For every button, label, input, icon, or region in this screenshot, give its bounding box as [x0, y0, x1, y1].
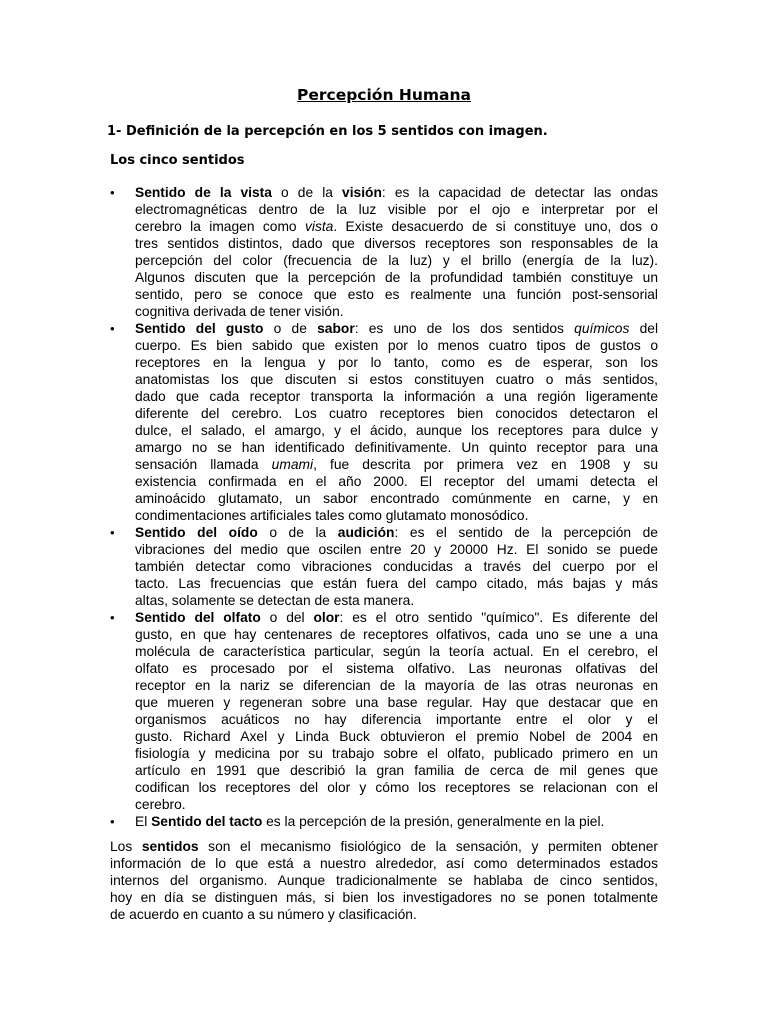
text-line: aminoácido glutamato, un sabor encontrado comúnmente en carne, y en — [135, 491, 658, 506]
text-span: es la percepción de la presión, generalmente en la piel. — [262, 814, 605, 829]
list-item-gusto — [110, 320, 658, 524]
text-line: artículo en 1991 que describió la gran familia de cerca de mil genes que — [135, 763, 658, 778]
text-line: altas, solamente se detectan de esta manera. — [135, 593, 415, 608]
text-line: gusto. Richard Axel y Linda Buck obtuvieron el premio Nobel de 2004 en — [135, 729, 658, 744]
bullet-marker: • — [110, 525, 115, 540]
text-span: o de la — [257, 525, 338, 540]
text-line: dado que cada receptor transporta la información a una región ligeramente — [135, 389, 658, 404]
text-line — [135, 456, 658, 473]
italic-term: vista — [304, 219, 334, 234]
text-span: : es la capacidad de detectar las ondas — [381, 185, 658, 200]
text-line: sentido, pero se conoce que esto es realmente una función post-sensorial — [135, 287, 658, 302]
text-span: : es el otro sentido "químico". Es diferente del — [339, 610, 658, 625]
text-line: cognitiva derivada de tener visión. — [135, 304, 344, 319]
italic-term: químicos — [574, 321, 630, 336]
text-line: amargo no se han identificado definitivamente. Un quinto receptor para una — [135, 440, 658, 455]
text-line: tacto. Las frecuencias que están fuera del campo citado, más bajas y más — [135, 576, 658, 591]
bullet-marker: • — [110, 814, 115, 829]
text-span: del — [629, 321, 658, 336]
term-audicion: audición — [337, 525, 395, 540]
term-sentidos: sentidos — [141, 839, 199, 854]
text-span: : es uno de los dos sentidos — [354, 321, 575, 336]
text-line — [135, 524, 658, 541]
text-line: internos del organismo. Aunque tradicionalmente se hablaba de cinco sentidos, — [110, 873, 658, 888]
text-span: o de la — [271, 185, 343, 200]
text-line: información de lo que está a nuestro alrededor, así como determinados estados — [110, 856, 658, 871]
list-item-vista — [110, 184, 658, 320]
bullet-marker: • — [110, 185, 115, 200]
term-oido: Sentido del oído — [135, 525, 258, 540]
bullet-marker: • — [110, 321, 115, 336]
text-line: molécula de característica particular, según la teoría actual. En el cerebro, el — [135, 644, 658, 659]
list-item-tacto — [110, 813, 658, 830]
text-line — [135, 320, 658, 337]
text-line: también detectar como vibraciones conducidas a través del cuerpo por el — [135, 559, 658, 574]
text-line: anatomistas los que discuten si estos constituyen cuatro o más sentidos, — [135, 372, 658, 387]
list-item-oido — [110, 524, 658, 609]
term-tacto: Sentido del tacto — [151, 814, 263, 829]
text-span: El — [135, 814, 152, 829]
term-gusto: Sentido del gusto — [135, 321, 264, 336]
text-line: gusto, en que hay centenares de receptores olfativos, cada uno se une a una — [135, 627, 658, 642]
term-sabor: sabor — [317, 321, 355, 336]
text-line: hoy en día se distinguen más, si bien los investigadores no se ponen totalmente — [110, 890, 658, 905]
text-line: cerebro. — [135, 797, 186, 812]
text-line: percepción del color (frecuencia de la luz) y el brillo (energía de la luz). — [135, 253, 658, 268]
text-line — [135, 813, 658, 830]
bullet-marker: • — [110, 610, 115, 625]
text-span: : es el sentido de la percepción de — [394, 525, 658, 540]
text-line: que mueren y regeneran sobre una base regular. Hay que destacar que en — [135, 695, 658, 710]
text-line: cuerpo. Es bien sabido que existen por lo menos cuatro tipos de gustos o — [135, 338, 658, 353]
text-line: Algunos discuten que la percepción de la profundidad también constituye un — [135, 270, 658, 285]
senses-list — [110, 184, 658, 830]
text-line — [135, 184, 658, 201]
text-span: o del — [260, 610, 314, 625]
text-line: electromagnéticas dentro de la luz visible por el ojo e interpretar por el — [135, 202, 658, 217]
text-line: olfato es procesado por el sistema olfativo. Las neuronas olfativas del — [135, 661, 658, 676]
text-line — [135, 609, 658, 626]
document-title: Percepción Humana — [296, 86, 471, 104]
text-line: receptor en la nariz se diferencian de la mayoría de las otras neuronas en — [135, 678, 658, 693]
text-span: cerebro la imagen como — [135, 219, 305, 234]
text-span: . Existe desacuerdo de si constituye uno, dos o — [333, 219, 658, 234]
text-span: , fue descrita por primera vez en 1908 y su — [313, 457, 658, 472]
term-vision: visión — [342, 185, 382, 200]
text-line: vibraciones del medio que oscilen entre 20 y 20000 Hz. El sonido se puede — [135, 542, 658, 557]
text-line: tres sentidos distintos, dado que diversos receptores son responsables de la — [135, 236, 658, 251]
text-line — [110, 838, 658, 855]
text-line: fisiología y medicina por su trabajo sobre el olfato, publicado primero en un — [135, 746, 658, 761]
subsection-heading: Los cinco sentidos — [110, 153, 245, 168]
list-item-olfato — [110, 609, 658, 813]
text-span: sensación llamada — [135, 457, 272, 472]
text-span: son el mecanismo fisiológico de la sensación, y permiten obtener — [198, 839, 658, 854]
text-span: Los — [110, 839, 142, 854]
text-line: de acuerdo en cuanto a su número y clasificación. — [110, 907, 417, 922]
text-span: o de — [263, 321, 318, 336]
text-line: existencia confirmada en el año 2000. El receptor del umami detecta el — [135, 474, 658, 489]
text-line: organismos acuáticos no hay diferencia importante entre el olor y el — [135, 712, 658, 727]
text-line: diferente del cerebro. Los cuatro receptores bien conocidos detectaron el — [135, 406, 658, 421]
text-line: receptores en la lengua y por lo tanto, como es de esperar, son los — [135, 355, 658, 370]
term-olor: olor — [313, 610, 340, 625]
text-line: condimentaciones artificiales tales como glutamato monosódico. — [135, 508, 529, 523]
text-line — [135, 218, 658, 235]
closing-paragraph — [110, 838, 658, 923]
italic-term: umami — [271, 457, 314, 472]
text-line: dulce, el salado, el amargo, y el ácido, aunque los receptores para dulce y — [135, 423, 658, 438]
term-vista: Sentido de la vista — [135, 185, 272, 200]
term-olfato: Sentido del olfato — [135, 610, 261, 625]
text-line: codifican los receptores del olor y cómo los receptores se relacionan con el — [135, 780, 658, 795]
section-heading: 1- Definición de la percepción en los 5 sentidos con imagen. — [107, 124, 548, 139]
